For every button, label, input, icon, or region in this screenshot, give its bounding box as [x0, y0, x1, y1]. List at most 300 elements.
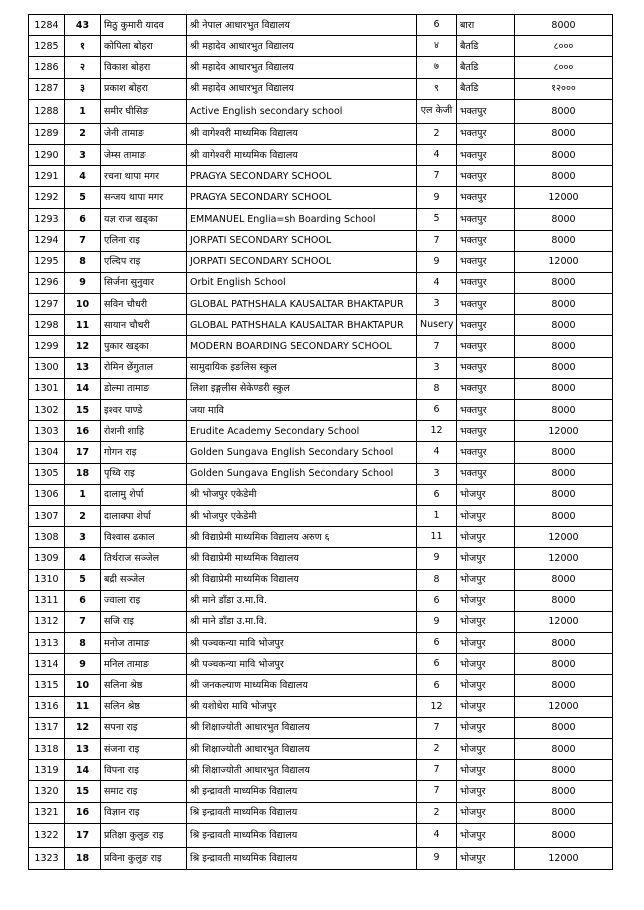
student-name-cell: मिठु कुमारी यादव — [101, 15, 187, 36]
class-cell: 9 — [417, 611, 457, 632]
amount-cell: 8000 — [515, 590, 613, 611]
group-index-cell: 3 — [65, 144, 101, 165]
group-index-cell: 14 — [65, 760, 101, 781]
amount-cell: 8000 — [515, 505, 613, 526]
table-row — [29, 802, 613, 823]
class-cell: 3 — [417, 357, 457, 378]
student-name-cell: विपना राइ — [101, 760, 187, 781]
student-name-cell: रोमिन छेंगुताल — [101, 357, 187, 378]
student-name-cell: तिर्थराज सञ्जेल — [101, 548, 187, 569]
district-cell: भक्तपुर — [457, 336, 515, 357]
amount-cell: 12000 — [515, 548, 613, 569]
class-cell: 8 — [417, 378, 457, 399]
district-cell: भक्तपुर — [457, 123, 515, 144]
district-cell: भक्तपुर — [457, 421, 515, 442]
district-cell: भक्तपुर — [457, 315, 515, 336]
district-cell: भक्तपुर — [457, 378, 515, 399]
group-index-cell: 17 — [65, 442, 101, 463]
district-cell: भोजपुर — [457, 633, 515, 654]
serial-number-cell: 1298 — [29, 315, 65, 336]
table-row — [29, 209, 613, 230]
school-name-cell: श्री महादेव आधारभुत विद्यालय — [187, 57, 417, 78]
district-cell: भोजपुर — [457, 505, 515, 526]
serial-number-cell: 1318 — [29, 739, 65, 760]
group-index-cell: 9 — [65, 272, 101, 293]
group-index-cell: 11 — [65, 315, 101, 336]
group-index-cell: 14 — [65, 378, 101, 399]
group-index-cell: 17 — [65, 823, 101, 847]
table-row — [29, 99, 613, 123]
group-index-cell: २ — [65, 57, 101, 78]
serial-number-cell: 1288 — [29, 99, 65, 123]
district-cell: भोजपुर — [457, 548, 515, 569]
amount-cell: 8000 — [515, 484, 613, 505]
table-row — [29, 123, 613, 144]
school-name-cell: श्री जनकल्याण माध्यमिक विद्यालय — [187, 675, 417, 696]
student-name-cell: डोल्मा तामाङ — [101, 378, 187, 399]
amount-cell: 8000 — [515, 781, 613, 802]
class-cell: 9 — [417, 251, 457, 272]
serial-number-cell: 1307 — [29, 505, 65, 526]
district-cell: भोजपुर — [457, 675, 515, 696]
school-name-cell: सामुदायिक इङलिस स्कुल — [187, 357, 417, 378]
class-cell: 2 — [417, 802, 457, 823]
class-cell: 12 — [417, 421, 457, 442]
serial-number-cell: 1293 — [29, 209, 65, 230]
table-body — [29, 15, 613, 870]
student-name-cell: प्रतिक्षा कुलुङ राइ — [101, 823, 187, 847]
amount-cell: 8000 — [515, 15, 613, 36]
class-cell: 12 — [417, 696, 457, 717]
amount-cell: 8000 — [515, 123, 613, 144]
table-row — [29, 144, 613, 165]
student-name-cell: सिर्जना सुनुवार — [101, 272, 187, 293]
district-cell: बैतडि — [457, 36, 515, 57]
school-name-cell: श्री विद्याप्रेमी माध्यमिक विद्यालय अरुण ६ — [187, 527, 417, 548]
group-index-cell: 6 — [65, 590, 101, 611]
district-cell: भोजपुर — [457, 802, 515, 823]
group-index-cell: 18 — [65, 847, 101, 869]
school-name-cell: JORPATI SECONDARY SCHOOL — [187, 230, 417, 251]
class-cell: 6 — [417, 484, 457, 505]
student-name-cell: बद्री सञ्जेल — [101, 569, 187, 590]
school-name-cell: श्रि इन्द्रावती माध्यमिक विद्यालय — [187, 847, 417, 869]
district-cell: भक्तपुर — [457, 209, 515, 230]
school-name-cell: PRAGYA SECONDARY SCHOOL — [187, 166, 417, 187]
serial-number-cell: 1321 — [29, 802, 65, 823]
student-name-cell: विकाश बोहरा — [101, 57, 187, 78]
group-index-cell: 8 — [65, 633, 101, 654]
school-name-cell: श्री वागेश्वरी माध्यमिक विद्यालय — [187, 144, 417, 165]
class-cell: 9 — [417, 187, 457, 209]
serial-number-cell: 1302 — [29, 400, 65, 421]
district-cell: भक्तपुर — [457, 294, 515, 315]
amount-cell: 8000 — [515, 230, 613, 251]
amount-cell: 12000 — [515, 187, 613, 209]
group-index-cell: 2 — [65, 505, 101, 526]
amount-cell: 8000 — [515, 336, 613, 357]
district-cell: बैतडि — [457, 57, 515, 78]
class-cell: एल केजी — [417, 99, 457, 123]
school-name-cell: श्री भोजपुर एकेडेमी — [187, 505, 417, 526]
group-index-cell: 9 — [65, 654, 101, 675]
student-name-cell: जेम्स तामाङ — [101, 144, 187, 165]
group-index-cell: 2 — [65, 123, 101, 144]
table-row — [29, 187, 613, 209]
student-name-cell: समाट राइ — [101, 781, 187, 802]
amount-cell: 8000 — [515, 823, 613, 847]
district-cell: भोजपुर — [457, 717, 515, 738]
student-name-cell: दालामु शेर्पा — [101, 484, 187, 505]
class-cell: 7 — [417, 230, 457, 251]
student-name-cell: सपना राइ — [101, 717, 187, 738]
school-name-cell: श्री शिक्षाज्योती आधारभुत विद्यालय — [187, 717, 417, 738]
serial-number-cell: 1314 — [29, 654, 65, 675]
district-cell: भक्तपुर — [457, 251, 515, 272]
group-index-cell: 7 — [65, 611, 101, 632]
table-row — [29, 442, 613, 463]
table-row — [29, 823, 613, 847]
table-row — [29, 378, 613, 399]
table-row — [29, 230, 613, 251]
school-name-cell: Erudite Academy Secondary School — [187, 421, 417, 442]
amount-cell: 8000 — [515, 569, 613, 590]
school-name-cell: श्री विद्याप्रेमी माध्यमिक विद्यालय — [187, 569, 417, 590]
table-row — [29, 696, 613, 717]
serial-number-cell: 1312 — [29, 611, 65, 632]
student-name-cell: मनोज तामाङ — [101, 633, 187, 654]
serial-number-cell: 1290 — [29, 144, 65, 165]
class-cell: Nusery — [417, 315, 457, 336]
district-cell: भोजपुर — [457, 569, 515, 590]
serial-number-cell: 1303 — [29, 421, 65, 442]
serial-number-cell: 1305 — [29, 463, 65, 484]
school-name-cell: Orbit English School — [187, 272, 417, 293]
student-name-cell: कोपिला बोहरा — [101, 36, 187, 57]
table-row — [29, 78, 613, 99]
serial-number-cell: 1310 — [29, 569, 65, 590]
serial-number-cell: 1323 — [29, 847, 65, 869]
table-row — [29, 847, 613, 869]
amount-cell: 12000 — [515, 611, 613, 632]
student-name-cell: संजना राइ — [101, 739, 187, 760]
school-name-cell: Golden Sungava English Secondary School — [187, 463, 417, 484]
class-cell: 6 — [417, 15, 457, 36]
class-cell: 6 — [417, 654, 457, 675]
serial-number-cell: 1286 — [29, 57, 65, 78]
district-cell: भोजपुर — [457, 484, 515, 505]
student-name-cell: जेनी तामाङ — [101, 123, 187, 144]
amount-cell: 8000 — [515, 166, 613, 187]
school-name-cell: श्री माने डाँडा उ.मा.वि. — [187, 611, 417, 632]
school-name-cell: MODERN BOARDING SECONDARY SCHOOL — [187, 336, 417, 357]
class-cell: 3 — [417, 294, 457, 315]
serial-number-cell: 1291 — [29, 166, 65, 187]
student-name-cell: सन्जय थापा मगर — [101, 187, 187, 209]
group-index-cell: 16 — [65, 802, 101, 823]
scholarship-table — [28, 14, 613, 870]
serial-number-cell: 1316 — [29, 696, 65, 717]
class-cell: 6 — [417, 590, 457, 611]
school-name-cell: श्री नेपाल आधारभुत विद्यालय — [187, 15, 417, 36]
student-name-cell: प्रविना कुलुङ राइ — [101, 847, 187, 869]
amount-cell: 12000 — [515, 696, 613, 717]
serial-number-cell: 1311 — [29, 590, 65, 611]
student-name-cell: पुकार खड्का — [101, 336, 187, 357]
serial-number-cell: 1313 — [29, 633, 65, 654]
table-row — [29, 739, 613, 760]
class-cell: 4 — [417, 442, 457, 463]
amount-cell: 8000 — [515, 802, 613, 823]
class-cell: 7 — [417, 336, 457, 357]
group-index-cell: 6 — [65, 209, 101, 230]
serial-number-cell: 1301 — [29, 378, 65, 399]
serial-number-cell: 1306 — [29, 484, 65, 505]
group-index-cell: 5 — [65, 569, 101, 590]
class-cell: ९ — [417, 78, 457, 99]
amount-cell: 8000 — [515, 99, 613, 123]
student-name-cell: सविन चौधरी — [101, 294, 187, 315]
group-index-cell: ३ — [65, 78, 101, 99]
district-cell: भोजपुर — [457, 654, 515, 675]
amount-cell: 8000 — [515, 315, 613, 336]
table-row — [29, 272, 613, 293]
serial-number-cell: 1319 — [29, 760, 65, 781]
district-cell: भोजपुर — [457, 847, 515, 869]
serial-number-cell: 1299 — [29, 336, 65, 357]
student-name-cell: मनिल तामाङ — [101, 654, 187, 675]
amount-cell: 8000 — [515, 739, 613, 760]
table-row — [29, 633, 613, 654]
serial-number-cell: 1315 — [29, 675, 65, 696]
school-name-cell: लिशा इङ्गलीस सेकेण्डरी स्कुल — [187, 378, 417, 399]
amount-cell: १२००० — [515, 78, 613, 99]
table-row — [29, 400, 613, 421]
class-cell: ४ — [417, 36, 457, 57]
school-name-cell: Golden Sungava English Secondary School — [187, 442, 417, 463]
student-name-cell: सायान चौधरी — [101, 315, 187, 336]
class-cell: 6 — [417, 633, 457, 654]
table-row — [29, 569, 613, 590]
table-row — [29, 463, 613, 484]
table-row — [29, 484, 613, 505]
table-row — [29, 781, 613, 802]
group-index-cell: 15 — [65, 400, 101, 421]
amount-cell: 8000 — [515, 633, 613, 654]
group-index-cell: 8 — [65, 251, 101, 272]
amount-cell: 8000 — [515, 209, 613, 230]
class-cell: 7 — [417, 781, 457, 802]
serial-number-cell: 1295 — [29, 251, 65, 272]
class-cell: 8 — [417, 569, 457, 590]
group-index-cell: 10 — [65, 675, 101, 696]
school-name-cell: श्री माने डाँडा उ.मा.वि. — [187, 590, 417, 611]
group-index-cell: 10 — [65, 294, 101, 315]
district-cell: भक्तपुर — [457, 357, 515, 378]
school-name-cell: GLOBAL PATHSHALA KAUSALTAR BHAKTAPUR — [187, 294, 417, 315]
group-index-cell: 13 — [65, 739, 101, 760]
table-row — [29, 357, 613, 378]
class-cell: 7 — [417, 717, 457, 738]
student-name-cell: प्रकाश बोहरा — [101, 78, 187, 99]
group-index-cell: 5 — [65, 187, 101, 209]
serial-number-cell: 1322 — [29, 823, 65, 847]
table-row — [29, 675, 613, 696]
district-cell: भक्तपुर — [457, 187, 515, 209]
district-cell: भोजपुर — [457, 611, 515, 632]
school-name-cell: GLOBAL PATHSHALA KAUSALTAR BHAKTAPUR — [187, 315, 417, 336]
student-name-cell: रोशनी शाहि — [101, 421, 187, 442]
table-row — [29, 421, 613, 442]
table-row — [29, 36, 613, 57]
serial-number-cell: 1287 — [29, 78, 65, 99]
school-name-cell: JORPATI SECONDARY SCHOOL — [187, 251, 417, 272]
group-index-cell: 12 — [65, 717, 101, 738]
student-name-cell: गोगन राइ — [101, 442, 187, 463]
group-index-cell: 7 — [65, 230, 101, 251]
amount-cell: 12000 — [515, 847, 613, 869]
table-row — [29, 166, 613, 187]
serial-number-cell: 1285 — [29, 36, 65, 57]
school-name-cell: श्री वागेश्वरी माध्यमिक विद्यालय — [187, 123, 417, 144]
class-cell: 6 — [417, 400, 457, 421]
district-cell: भक्तपुर — [457, 400, 515, 421]
amount-cell: ८००० — [515, 57, 613, 78]
district-cell: भोजपुर — [457, 760, 515, 781]
group-index-cell: 4 — [65, 166, 101, 187]
table-row — [29, 315, 613, 336]
student-name-cell: विश्वास ढकाल — [101, 527, 187, 548]
table-row — [29, 505, 613, 526]
group-index-cell: १ — [65, 36, 101, 57]
class-cell: 2 — [417, 123, 457, 144]
table-row — [29, 611, 613, 632]
group-index-cell: 12 — [65, 336, 101, 357]
student-name-cell: ज्वाला राइ — [101, 590, 187, 611]
group-index-cell: 4 — [65, 548, 101, 569]
table-row — [29, 251, 613, 272]
school-name-cell: श्री विद्याप्रेमी माध्यमिक विद्यालय — [187, 548, 417, 569]
table-row — [29, 294, 613, 315]
class-cell: 7 — [417, 760, 457, 781]
school-name-cell: श्री पञ्चकन्या मावि भोजपुर — [187, 633, 417, 654]
class-cell: 4 — [417, 272, 457, 293]
district-cell: भोजपुर — [457, 696, 515, 717]
student-name-cell: समीर घीसिङ — [101, 99, 187, 123]
amount-cell: 8000 — [515, 654, 613, 675]
district-cell: बारा — [457, 15, 515, 36]
amount-cell: 8000 — [515, 717, 613, 738]
amount-cell: 8000 — [515, 442, 613, 463]
school-name-cell: श्री महादेव आधारभुत विद्यालय — [187, 78, 417, 99]
school-name-cell: श्री भोजपुर एकेडेमी — [187, 484, 417, 505]
district-cell: भक्तपुर — [457, 272, 515, 293]
serial-number-cell: 1317 — [29, 717, 65, 738]
amount-cell: 12000 — [515, 527, 613, 548]
group-index-cell: 11 — [65, 696, 101, 717]
class-cell: 9 — [417, 548, 457, 569]
table-row — [29, 760, 613, 781]
school-name-cell: श्री इन्द्रावती माध्यमिक विद्यालय — [187, 781, 417, 802]
class-cell: 1 — [417, 505, 457, 526]
district-cell: भोजपुर — [457, 590, 515, 611]
student-name-cell: यज्ञ राज खड्का — [101, 209, 187, 230]
serial-number-cell: 1294 — [29, 230, 65, 251]
table-row — [29, 717, 613, 738]
amount-cell: 12000 — [515, 251, 613, 272]
serial-number-cell: 1284 — [29, 15, 65, 36]
table-row — [29, 590, 613, 611]
student-name-cell: पृथ्वि राइ — [101, 463, 187, 484]
school-name-cell: श्री शिक्षाज्योती आधारभुत विद्यालय — [187, 760, 417, 781]
student-name-cell: विज्ञान राइ — [101, 802, 187, 823]
district-cell: बैतडि — [457, 78, 515, 99]
amount-cell: 8000 — [515, 675, 613, 696]
school-name-cell: श्री यशोधेरा मावि भोजपुर — [187, 696, 417, 717]
student-name-cell: सलिना श्रेष्ठ — [101, 675, 187, 696]
district-cell: भक्तपुर — [457, 442, 515, 463]
group-index-cell: 1 — [65, 99, 101, 123]
table-row — [29, 57, 613, 78]
student-name-cell: एल्दिप राइ — [101, 251, 187, 272]
serial-number-cell: 1297 — [29, 294, 65, 315]
group-index-cell: 3 — [65, 527, 101, 548]
student-name-cell: सलिन श्रेष्ठ — [101, 696, 187, 717]
serial-number-cell: 1292 — [29, 187, 65, 209]
student-name-cell: एलिना राइ — [101, 230, 187, 251]
amount-cell: 8000 — [515, 357, 613, 378]
class-cell: 4 — [417, 823, 457, 847]
amount-cell: 8000 — [515, 144, 613, 165]
table-row — [29, 548, 613, 569]
group-index-cell: 43 — [65, 15, 101, 36]
amount-cell: 8000 — [515, 400, 613, 421]
group-index-cell: 18 — [65, 463, 101, 484]
amount-cell: 8000 — [515, 294, 613, 315]
serial-number-cell: 1304 — [29, 442, 65, 463]
group-index-cell: 13 — [65, 357, 101, 378]
class-cell: 9 — [417, 847, 457, 869]
district-cell: भोजपुर — [457, 527, 515, 548]
district-cell: भक्तपुर — [457, 463, 515, 484]
school-name-cell: श्रि इन्द्रावती माध्यमिक विद्यालय — [187, 823, 417, 847]
school-name-cell: जया मावि — [187, 400, 417, 421]
amount-cell: ८००० — [515, 36, 613, 57]
class-cell: ७ — [417, 57, 457, 78]
school-name-cell: Active English secondary school — [187, 99, 417, 123]
amount-cell: 8000 — [515, 272, 613, 293]
serial-number-cell: 1308 — [29, 527, 65, 548]
amount-cell: 8000 — [515, 378, 613, 399]
table-row — [29, 527, 613, 548]
serial-number-cell: 1289 — [29, 123, 65, 144]
class-cell: 6 — [417, 675, 457, 696]
student-name-cell: दालाक्पा शेर्पा — [101, 505, 187, 526]
group-index-cell: 16 — [65, 421, 101, 442]
district-cell: भक्तपुर — [457, 166, 515, 187]
group-index-cell: 15 — [65, 781, 101, 802]
district-cell: भक्तपुर — [457, 144, 515, 165]
serial-number-cell: 1296 — [29, 272, 65, 293]
group-index-cell: 1 — [65, 484, 101, 505]
class-cell: 4 — [417, 144, 457, 165]
class-cell: 5 — [417, 209, 457, 230]
school-name-cell: श्री महादेव आधारभुत विद्यालय — [187, 36, 417, 57]
school-name-cell: EMMANUEL Englia=sh Boarding School — [187, 209, 417, 230]
amount-cell: 12000 — [515, 421, 613, 442]
class-cell: 7 — [417, 166, 457, 187]
school-name-cell: PRAGYA SECONDARY SCHOOL — [187, 187, 417, 209]
